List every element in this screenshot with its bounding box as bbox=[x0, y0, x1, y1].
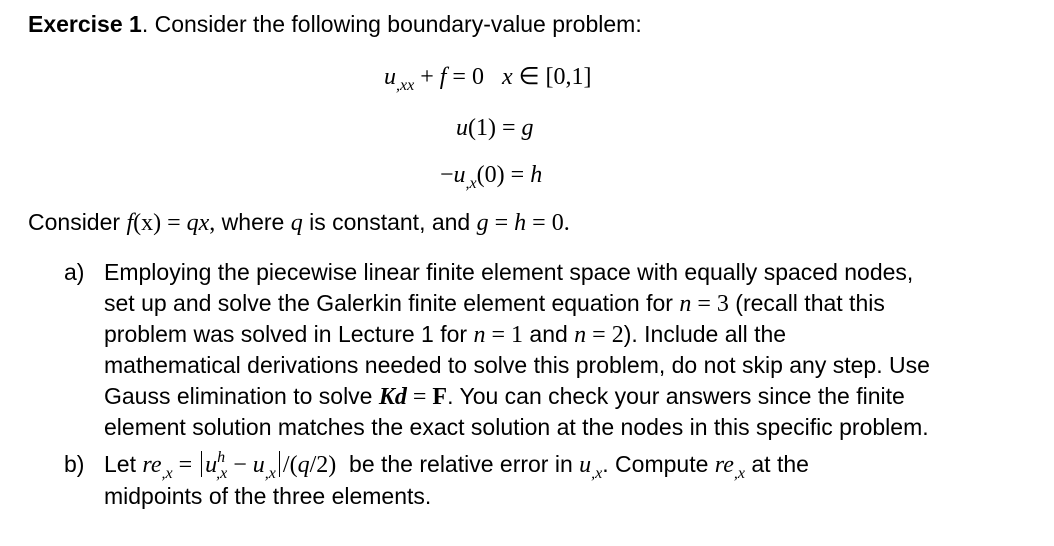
part-a-line3-post: ). Include all the bbox=[623, 321, 787, 347]
part-b-div2: /2) bbox=[309, 452, 337, 478]
part-b-eq: = bbox=[172, 452, 199, 478]
part-a-Kd: Kd bbox=[378, 384, 407, 410]
exercise-label: Exercise 1 bbox=[28, 11, 142, 37]
consider-qx: qx bbox=[186, 210, 210, 236]
part-b-re-sub: ,x bbox=[161, 465, 173, 482]
part-a-line2-post: (recall that this bbox=[728, 290, 885, 316]
part-a-n-eq2: = 2 bbox=[586, 322, 624, 348]
eq1-f: f bbox=[439, 64, 447, 90]
part-b-end: at the bbox=[744, 451, 809, 477]
eq3-h: h bbox=[530, 162, 543, 188]
part-a-line5 bbox=[104, 382, 905, 411]
eq3-u: u bbox=[453, 162, 466, 188]
part-b-sup-h: h bbox=[217, 449, 226, 466]
equation-bc-neumann bbox=[440, 160, 542, 192]
part-b-div: /( bbox=[282, 452, 298, 478]
part-b-re2-sub: ,x bbox=[733, 465, 745, 482]
part-a-line5-pre: Gauss elimination to solve bbox=[104, 383, 379, 409]
eq1-eq: = 0 bbox=[446, 64, 502, 90]
abs-bar-left bbox=[201, 451, 202, 477]
eq3-arg: (0) = bbox=[476, 162, 531, 188]
exercise-intro: . Consider the following boundary-value problem: bbox=[141, 11, 642, 37]
consider-g: g bbox=[476, 210, 489, 236]
eq3-minus: − bbox=[440, 162, 454, 188]
part-a-label: a) bbox=[64, 259, 85, 285]
part-a-line3-pre: problem was solved in Lecture 1 for bbox=[104, 321, 474, 347]
eq1-plus: + bbox=[414, 64, 440, 90]
part-a-n: n bbox=[679, 291, 692, 317]
consider-pre: Consider bbox=[28, 209, 127, 235]
equation-bc-dirichlet bbox=[456, 113, 534, 142]
equation-pde bbox=[384, 62, 592, 94]
eq2-arg: (1) = bbox=[468, 115, 522, 141]
consider-f: f bbox=[126, 210, 134, 236]
part-b-minus: − bbox=[227, 452, 253, 478]
consider-statement bbox=[28, 208, 570, 237]
part-b-line2: midpoints of the three elements. bbox=[104, 483, 432, 509]
part-a-n1: n bbox=[473, 322, 486, 348]
part-b-mid: be the relative error in bbox=[336, 451, 580, 477]
eq2-u: u bbox=[456, 115, 468, 141]
part-a-line3 bbox=[104, 320, 786, 349]
eq3-sub: ,x bbox=[465, 175, 477, 192]
part-b-u: u bbox=[252, 452, 265, 478]
eq1-sub: ,xx bbox=[396, 77, 415, 94]
consider-where: where bbox=[215, 209, 291, 235]
part-b-re: re bbox=[142, 452, 162, 478]
part-a-line1: Employing the piecewise linear finite element space with equally spaced nodes, bbox=[104, 259, 914, 285]
part-b-compute: . Compute bbox=[602, 451, 715, 477]
consider-h: h bbox=[514, 210, 527, 236]
eq2-g: g bbox=[521, 115, 534, 141]
part-a-and: and bbox=[523, 321, 575, 347]
part-b-u-sub: ,x bbox=[264, 465, 276, 482]
part-b-uh-sub: ,x bbox=[216, 465, 228, 482]
part-b-re2: re bbox=[714, 452, 734, 478]
eq1-u: u bbox=[384, 64, 396, 90]
part-b-let: Let bbox=[104, 451, 143, 477]
part-a-F: F bbox=[432, 384, 448, 410]
part-b-label: b) bbox=[64, 451, 85, 477]
part-a-line2-pre: set up and solve the Galerkin finite element equation for bbox=[104, 290, 680, 316]
eq1-x: x bbox=[501, 64, 513, 90]
part-b-uh: u bbox=[205, 452, 218, 478]
part-a-line5-post: . You can check your answers since the finite bbox=[447, 383, 905, 409]
consider-end: = 0. bbox=[526, 210, 570, 236]
part-b-u2: u bbox=[579, 452, 592, 478]
part-a-line6: element solution matches the exact solution at the nodes in this specific problem. bbox=[104, 414, 929, 440]
consider-constant: is constant, and bbox=[302, 209, 477, 235]
part-a-n2: n bbox=[574, 322, 587, 348]
part-a-eq: = bbox=[406, 384, 433, 410]
part-a-n-eq3: = 3 bbox=[691, 291, 729, 317]
part-a-line4: mathematical derivations needed to solve this problem, do not skip any step. Use bbox=[104, 352, 930, 378]
part-b-line1 bbox=[104, 450, 809, 482]
part-b-q: q bbox=[297, 452, 310, 478]
consider-q: q bbox=[290, 210, 303, 236]
eq1-domain: ∈ [0,1] bbox=[512, 64, 592, 90]
part-b-u2-sub: ,x bbox=[591, 465, 603, 482]
part-a-n-eq1: = 1 bbox=[485, 322, 524, 348]
consider-eq: = bbox=[488, 210, 515, 236]
exercise-title bbox=[28, 10, 642, 38]
part-a-line2 bbox=[104, 289, 885, 318]
consider-comma: , bbox=[209, 210, 216, 236]
abs-bar-right bbox=[279, 451, 280, 477]
consider-fx-rest: (x) = bbox=[133, 210, 187, 236]
